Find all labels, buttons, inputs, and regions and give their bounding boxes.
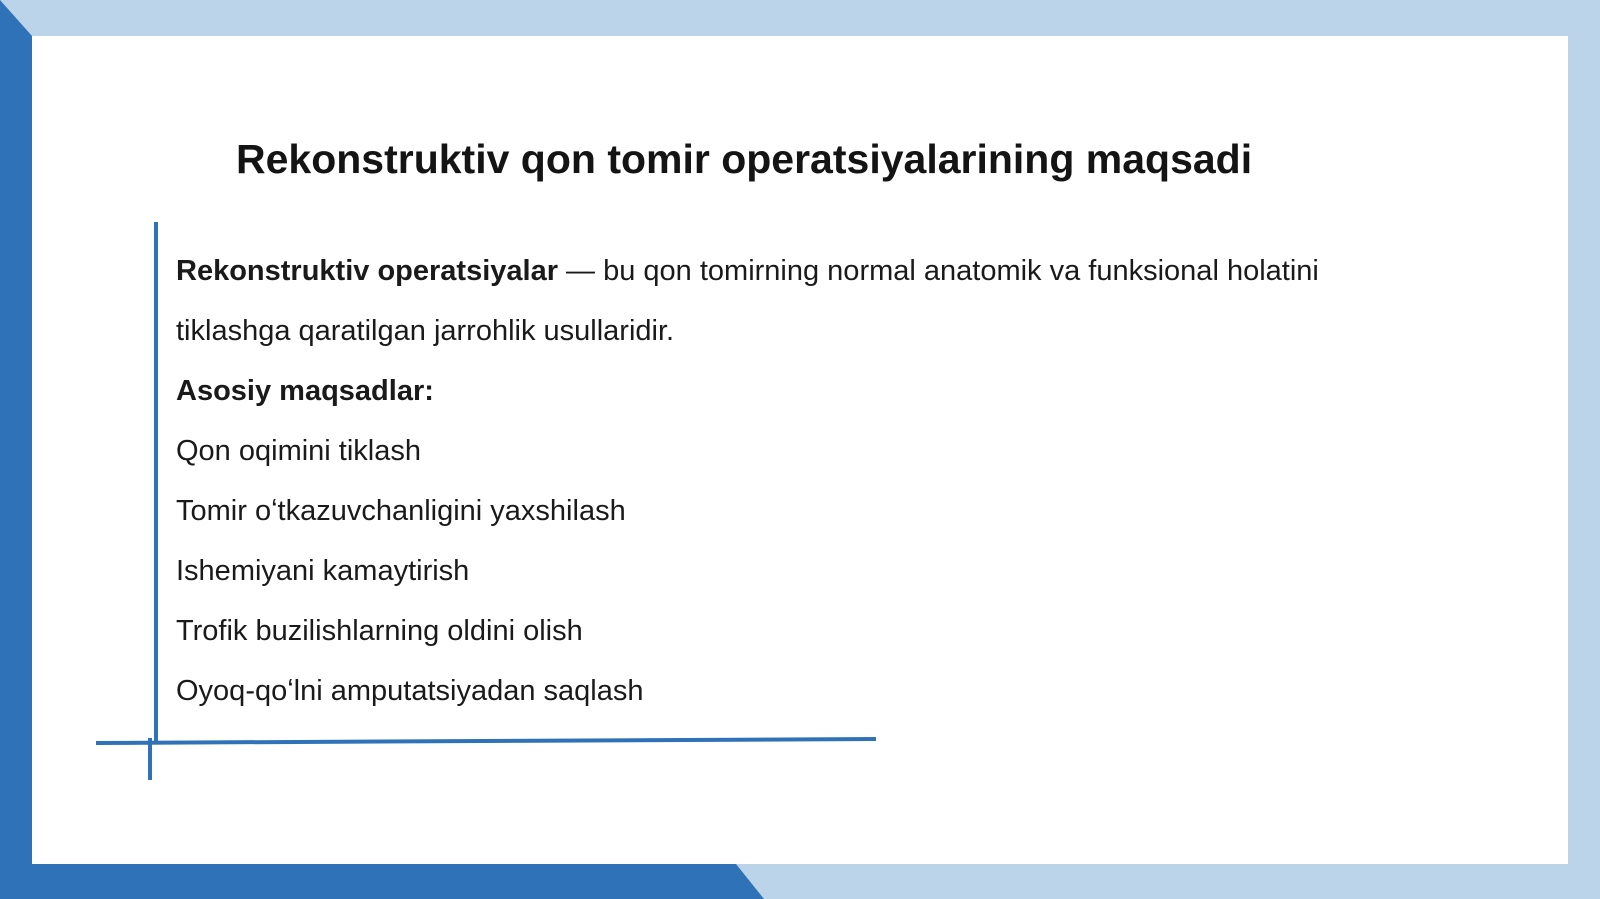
goal-item: Qon oqimini tiklash xyxy=(176,435,421,467)
goal-item: Ishemiyani kamaytirish xyxy=(176,555,470,587)
slide-body xyxy=(176,241,1416,721)
goal-item: Trofik buzilishlarning oldini olish xyxy=(176,615,583,647)
goal-item: Tomir oʻtkazuvchanligini yaxshilash xyxy=(176,495,626,527)
slide-title: Rekonstruktiv qon tomir operatsiyalarining maqsadi xyxy=(236,136,1253,182)
goals-heading: Asosiy maqsadlar: xyxy=(176,375,434,407)
definition-paragraph xyxy=(176,241,1416,361)
goal-item: Oyoq-qoʻlni amputatsiyadan saqlash xyxy=(176,675,644,707)
definition-term: Rekonstruktiv operatsiyalar xyxy=(176,255,558,287)
definition-text: — bu qon tomirning normal anatomik va funksional holatini tiklashga qaratilgan jarrohlik usullaridir. xyxy=(176,255,1319,347)
